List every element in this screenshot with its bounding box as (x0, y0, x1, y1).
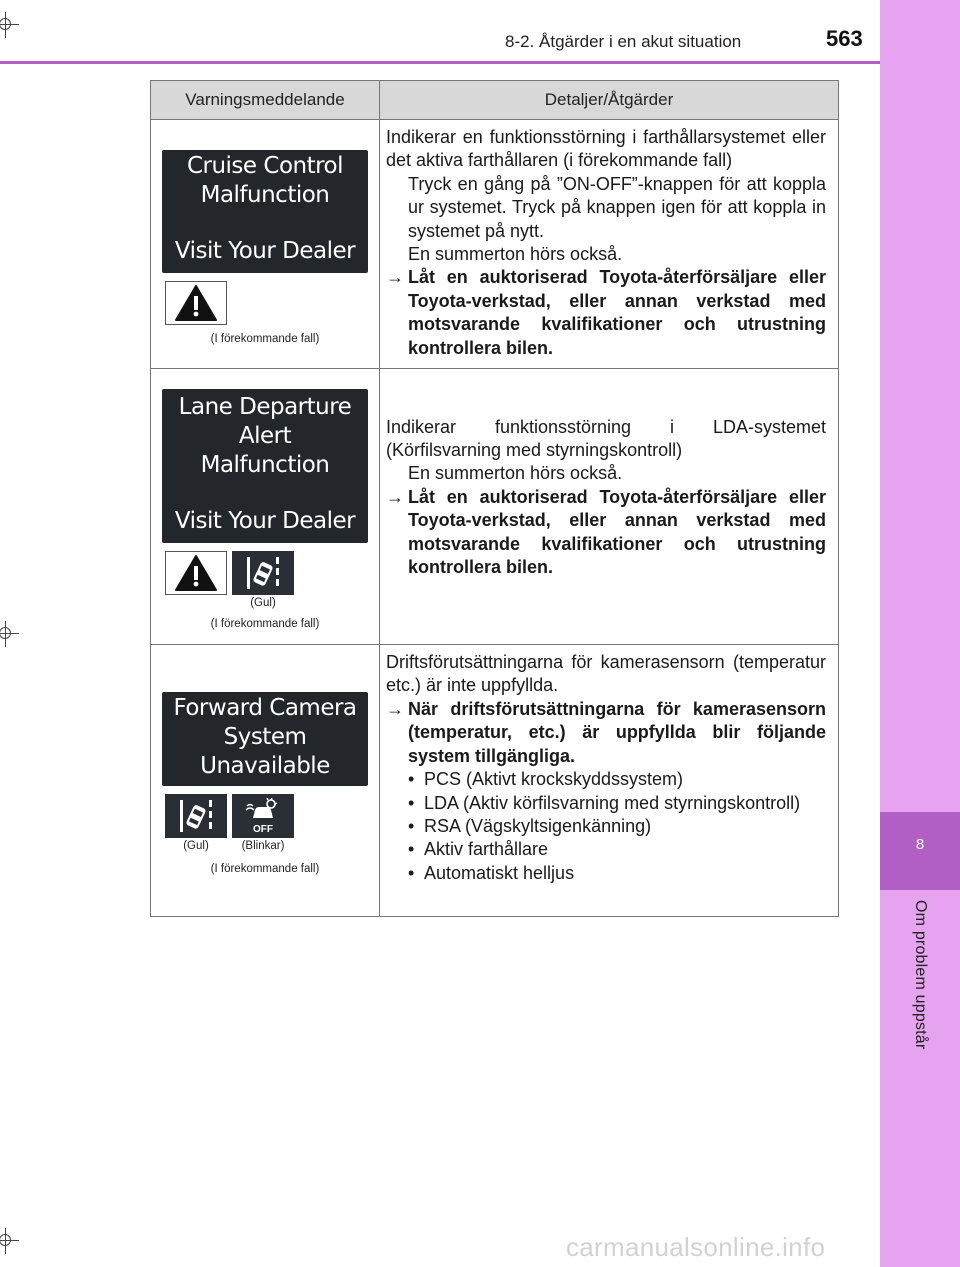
details-cell (380, 120, 839, 369)
display-line: Malfunction (200, 182, 330, 208)
warning-triangle-icon (165, 281, 227, 325)
list-item (386, 768, 826, 791)
header-warning-message: Varningsmeddelande (151, 81, 380, 120)
icon-captions (151, 597, 379, 609)
bullet-icon: • (408, 769, 415, 790)
list-item-text: LDA (Aktiv körfilsvarning med styrningskontroll) (424, 792, 801, 813)
chapter-title-text: Om problem uppstår (912, 900, 929, 1050)
arrow-icon: → (386, 267, 404, 288)
header-rule (0, 61, 880, 64)
bullet-icon: • (408, 839, 415, 860)
arrow-icon: → (386, 698, 404, 719)
watermark: carmanualsonline.info (566, 1232, 826, 1262)
header-details-actions: Detaljer/Åtgärder (380, 81, 839, 120)
table-row (151, 120, 839, 369)
arrow-icon: → (386, 486, 404, 507)
details-action (386, 266, 826, 360)
details-intro: Driftsförutsättningarna för kamerasensorn (temperatur etc.) är inte uppfyllda. (386, 652, 826, 696)
details-action (386, 698, 826, 768)
details-step: En summerton hörs också. (408, 244, 623, 265)
warning-message-table (150, 80, 839, 917)
details-intro: Indikerar en funktionsstörning i farthållarsystemet eller det aktiva farthållaren (i förekommande fall) (386, 127, 826, 171)
warning-cell (151, 120, 380, 369)
icon-caption (165, 597, 227, 609)
list-item (386, 792, 826, 815)
details-cell (380, 645, 839, 917)
bullet-icon: • (408, 815, 415, 836)
registration-mark-top-left (0, 12, 19, 38)
display-line: Cruise Control (186, 153, 344, 179)
registration-mark-bottom-left (0, 1228, 19, 1254)
display-line: Visit Your Dealer (174, 238, 356, 264)
bullet-icon: • (408, 792, 415, 813)
table-row (151, 369, 839, 645)
details-action-text: Låt en auktoriserad Toyota-återförsäljare eller Toyota-verkstad, eller annan verkstad med motsvarande kvalifikationer och utrustning kontrollera bilen. (408, 267, 826, 358)
details-action-text: När driftsförutsättningarna för kamerasensorn (temperatur, etc.) är uppfyllda blir följande system tillgängliga. (408, 698, 826, 766)
list-item (386, 815, 826, 838)
details-step: Tryck en gång på ”ON-OFF”-knappen för att koppla ur systemet. Tryck på knappen igen för att koppla in systemet på nytt. (408, 173, 826, 241)
list-item-text: Automatiskt helljus (424, 862, 575, 883)
details-cell (380, 369, 839, 645)
list-item-text: PCS (Aktivt krockskyddssystem) (424, 769, 684, 790)
indicator-icons (151, 551, 379, 595)
list-item-text: RSA (Vägskyltsigenkänning) (424, 815, 652, 836)
display-line: Forward Camera (173, 695, 357, 722)
lane-departure-icon (165, 794, 227, 838)
chapter-number: 8 (915, 836, 925, 853)
indicator-icons (151, 794, 379, 838)
list-item (386, 838, 826, 861)
details-step: En summerton hörs också. (408, 463, 623, 484)
registration-mark-mid-left (0, 621, 19, 647)
page-number: 563 (826, 26, 863, 51)
display-line: Unavailable (200, 753, 330, 780)
pcs-off-icon (232, 794, 294, 838)
indicator-icons (151, 281, 379, 325)
display-line: Visit Your Dealer (174, 508, 356, 535)
display-line: System (223, 724, 307, 751)
off-label: OFF (253, 823, 273, 835)
display-line: Malfunction (200, 452, 330, 479)
warning-cell (151, 645, 380, 917)
warning-cell (151, 369, 380, 645)
display-line: Lane Departure (178, 394, 352, 421)
chapter-title (880, 900, 960, 1100)
bullet-icon: • (408, 862, 415, 883)
applies-note: (I förekommande fall) (210, 618, 320, 631)
display-message-lane-departure (162, 389, 368, 543)
icon-captions (151, 840, 379, 852)
applies-note: (I förekommande fall) (210, 333, 320, 345)
table-row (151, 645, 839, 917)
table-header-row (151, 81, 839, 120)
details-action (386, 486, 826, 580)
icon-caption-gul: (Gul) (183, 840, 209, 853)
lane-departure-icon (232, 551, 294, 595)
icon-caption-gul: (Gul) (250, 597, 276, 610)
list-item (386, 862, 826, 885)
applies-note: (I förekommande fall) (210, 863, 320, 876)
section-title: 8-2. Åtgärder i en akut situation (505, 32, 742, 51)
display-line: Alert (238, 423, 292, 450)
icon-caption-blinkar: (Blinkar) (241, 840, 285, 853)
display-message-forward-camera (162, 692, 368, 786)
details-action-text: Låt en auktoriserad Toyota-återförsäljare eller Toyota-verkstad, eller annan verkstad med motsvarande kvalifikationer och utrustning kontrollera bilen. (408, 486, 826, 578)
display-message-cruise-control (162, 150, 368, 273)
list-item-text: Aktiv farthållare (424, 839, 549, 860)
warning-triangle-icon (165, 551, 227, 595)
details-intro: Indikerar funktionsstörning i LDA-systemet (Körfilsvarning med styrningskontroll) (386, 416, 826, 461)
